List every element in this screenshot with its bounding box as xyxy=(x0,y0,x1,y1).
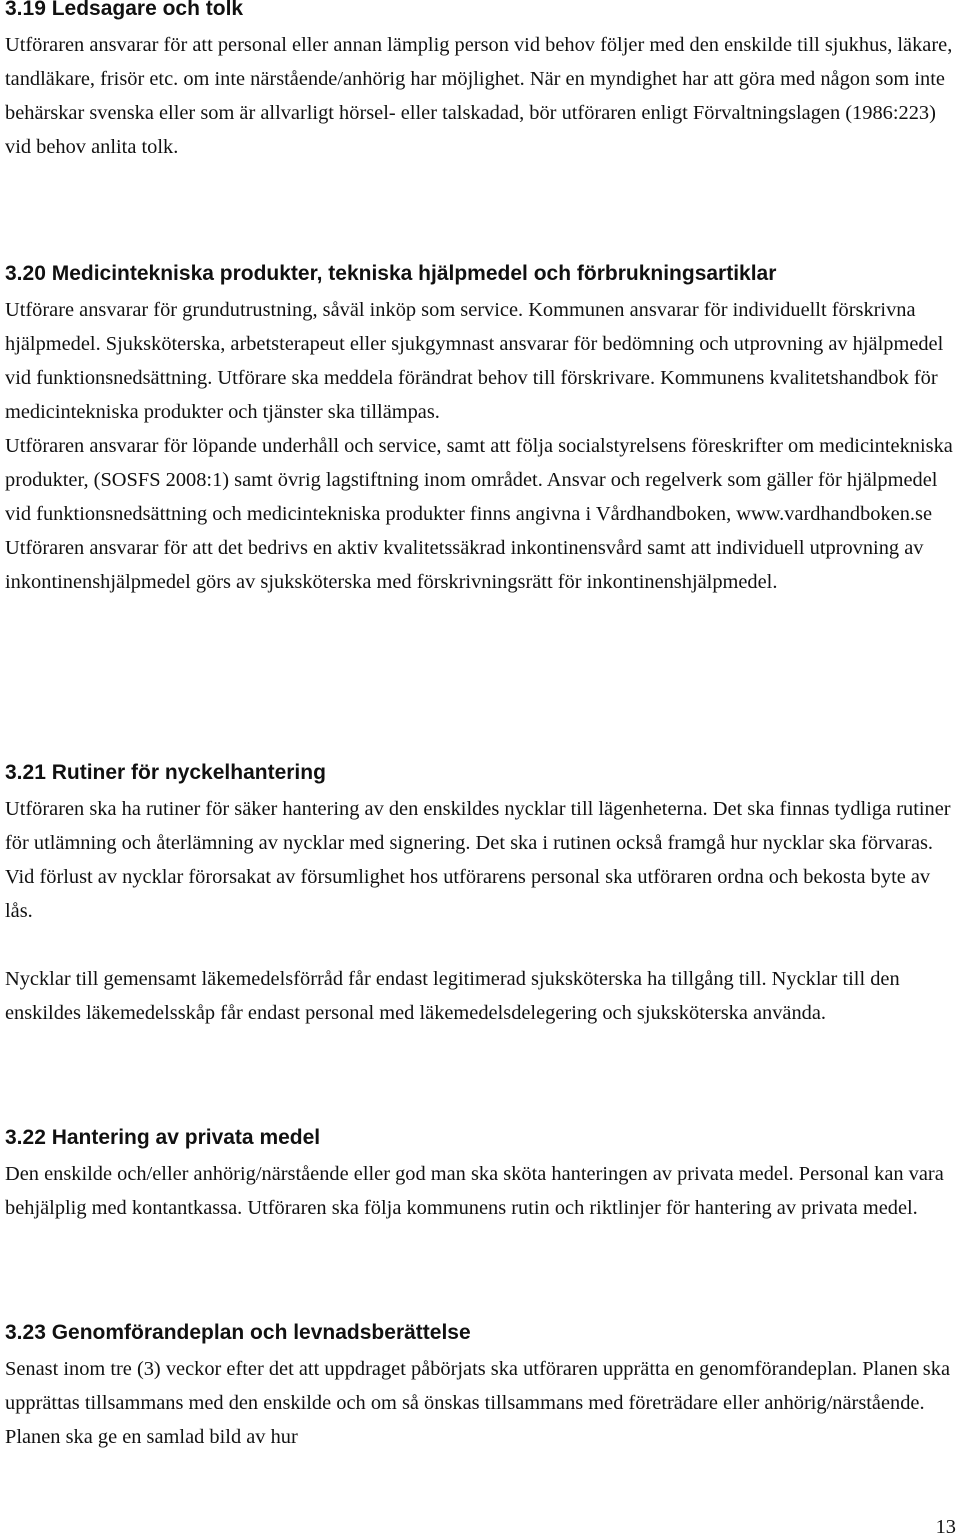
section-3-23 xyxy=(5,1320,957,1454)
paragraph: Utföraren ska ha rutiner för säker hantering av den enskildes nycklar till lägenheterna. Det ska finnas tydliga rutiner för utlämning och återlämning av nycklar med signering. Det ska i rutinen också framgå hur nycklar ska förvaras. Vid förlust av nycklar förorsakat av försumlighet hos utförarens personal ska utföraren ordna och bekosta byte av lås. xyxy=(5,798,951,922)
paragraph: Utförare ansvarar för grundutrustning, såväl inköp som service. Kommunen ansvarar för individuellt förskrivna hjälpmedel. Sjuksköterska, arbetsterapeut eller sjukgymnast ansvarar för bedömning och utprovning av hjälpmedel vid funktionsnedsättning. Utförare ska meddela förändrat behov till förskrivare. Kommunens kvalitetshandbok för medicintekniska produkter och tjänster ska tillämpas. xyxy=(5,299,944,423)
paragraph: Senast inom tre (3) veckor efter det att uppdraget påbörjats ska utföraren upprätta en genomförandeplan. Planen ska upprättas tillsammans med den enskilde och om så önskas tillsammans med företrädare eller anhörig/närstående. Planen ska ge en samlad bild av hur xyxy=(5,1358,950,1448)
section-3-21 xyxy=(5,760,957,1030)
page-number: 13 xyxy=(935,1516,956,1538)
section-heading: 3.22 Hantering av privata medel xyxy=(5,1126,321,1149)
section-3-22 xyxy=(5,1125,957,1225)
paragraph: Utföraren ansvarar för löpande underhåll och service, samt att följa socialstyrelsens föreskrifter om medicintekniska produkter, (SOSFS 2008:1) samt övrig lagstiftning inom området. Ansvar och regelverk som gäller för hjälpmedel vid funktionsnedsättning och medicintekniska produkter finns angivna i Vårdhandboken, www.vardhandboken.se xyxy=(5,435,953,525)
paragraph: Utföraren ansvarar för att det bedrivs en aktiv kvalitetssäkrad inkontinensvård samt att individuell utprovning av inkontinenshjälpmedel görs av sjuksköterska med förskrivningsrätt för inkontinenshjälpmedel. xyxy=(5,537,924,593)
paragraph: Den enskilde och/eller anhörig/närstående eller god man ska sköta hanteringen av privata medel. Personal kan vara behjälplig med kontantkassa. Utföraren ska följa kommunens rutin och riktlinjer för hantering av privata medel. xyxy=(5,1163,944,1219)
section-3-19 xyxy=(5,0,957,164)
paragraph: Nycklar till gemensamt läkemedelsförråd får endast legitimerad sjuksköterska ha tillgång till. Nycklar till den enskildes läkemedelsskåp får endast personal med läkemedelsdelegering och sjuksköterska använda. xyxy=(5,968,900,1024)
paragraph: Utföraren ansvarar för att personal eller annan lämplig person vid behov följer med den enskilde till sjukhus, läkare, tandläkare, frisör etc. om inte närstående/anhörig har möjlighet. När en myndighet har att göra med någon som inte behärskar svenska eller som är allvarligt hörsel- eller talskadad, bör utföraren enligt Förvaltningslagen (1986:223) vid behov anlita tolk. xyxy=(5,34,953,158)
section-heading: 3.21 Rutiner för nyckelhantering xyxy=(5,761,326,784)
section-heading: 3.20 Medicintekniska produkter, tekniska hjälpmedel och förbrukningsartiklar xyxy=(5,262,777,285)
section-3-20 xyxy=(5,261,957,599)
section-heading: 3.23 Genomförandeplan och levnadsberättelse xyxy=(5,1321,471,1344)
section-heading: 3.19 Ledsagare och tolk xyxy=(5,0,244,20)
paragraph-gap xyxy=(5,928,957,962)
